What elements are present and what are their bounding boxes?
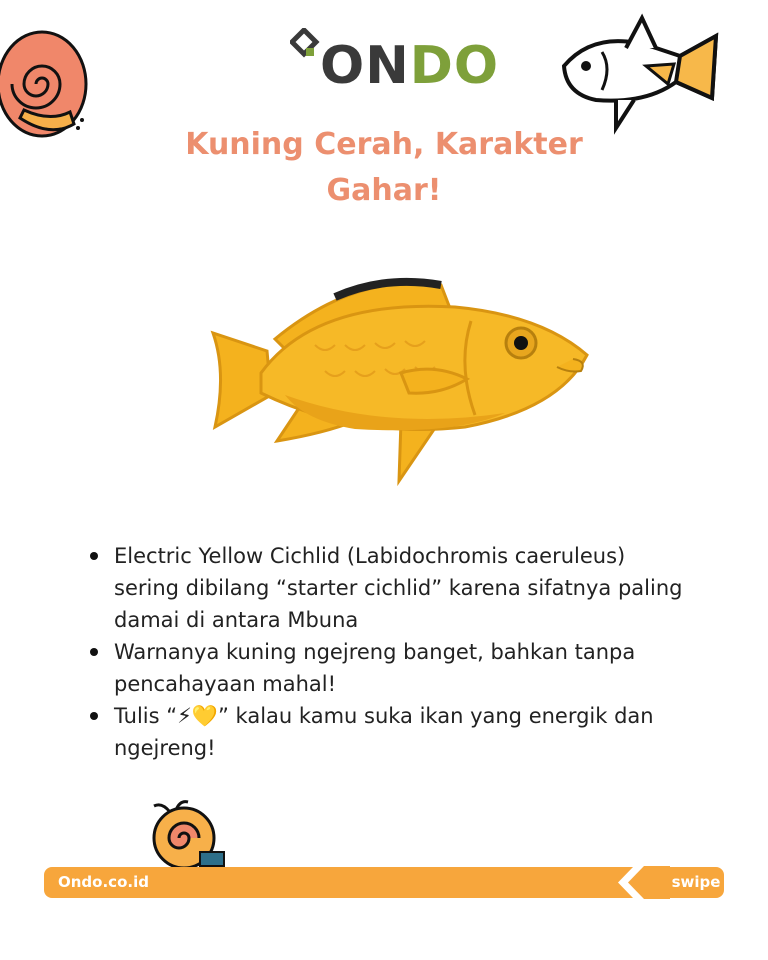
brand-name-green: DO: [409, 36, 500, 96]
bullet-item: [86, 700, 696, 764]
headline-line-1: Kuning Cerah, Karakter: [185, 127, 583, 162]
headline: [170, 122, 598, 214]
snail-icon: [0, 18, 90, 138]
bullet-text: Warnanya kuning ngejreng banget, bahkan tanpa pencahayaan mahal!: [114, 640, 636, 696]
brand-logo: [290, 28, 500, 98]
bullet-list: [86, 540, 696, 764]
brand-name-dark: ON: [320, 36, 410, 96]
bullet-dot-icon: [90, 552, 98, 560]
bullet-item: [86, 636, 696, 700]
bullet-dot-icon: [90, 648, 98, 656]
swipe-chevron-icon: [610, 866, 670, 899]
footer-site-label[interactable]: Ondo.co.id: [58, 873, 149, 891]
bullet-item: [86, 540, 696, 636]
yellow-cichlid-illustration: [205, 255, 595, 490]
swipe-button[interactable]: swipe: [671, 873, 721, 891]
brand-wordmark: [320, 36, 499, 96]
fish-outline-icon: [556, 8, 726, 138]
bullet-text: Tulis “⚡💛” kalau kamu suka ikan yang energik dan ngejreng!: [114, 704, 654, 760]
snail-peek-icon: [140, 798, 232, 870]
headline-line-2: Gahar!: [326, 173, 442, 208]
footer-bar: [44, 867, 724, 898]
bullet-dot-icon: [90, 712, 98, 720]
bullet-text: Electric Yellow Cichlid (Labidochromis caeruleus) sering dibilang “starter cichlid” karena sifatnya paling damai di antara Mbuna: [114, 544, 683, 632]
